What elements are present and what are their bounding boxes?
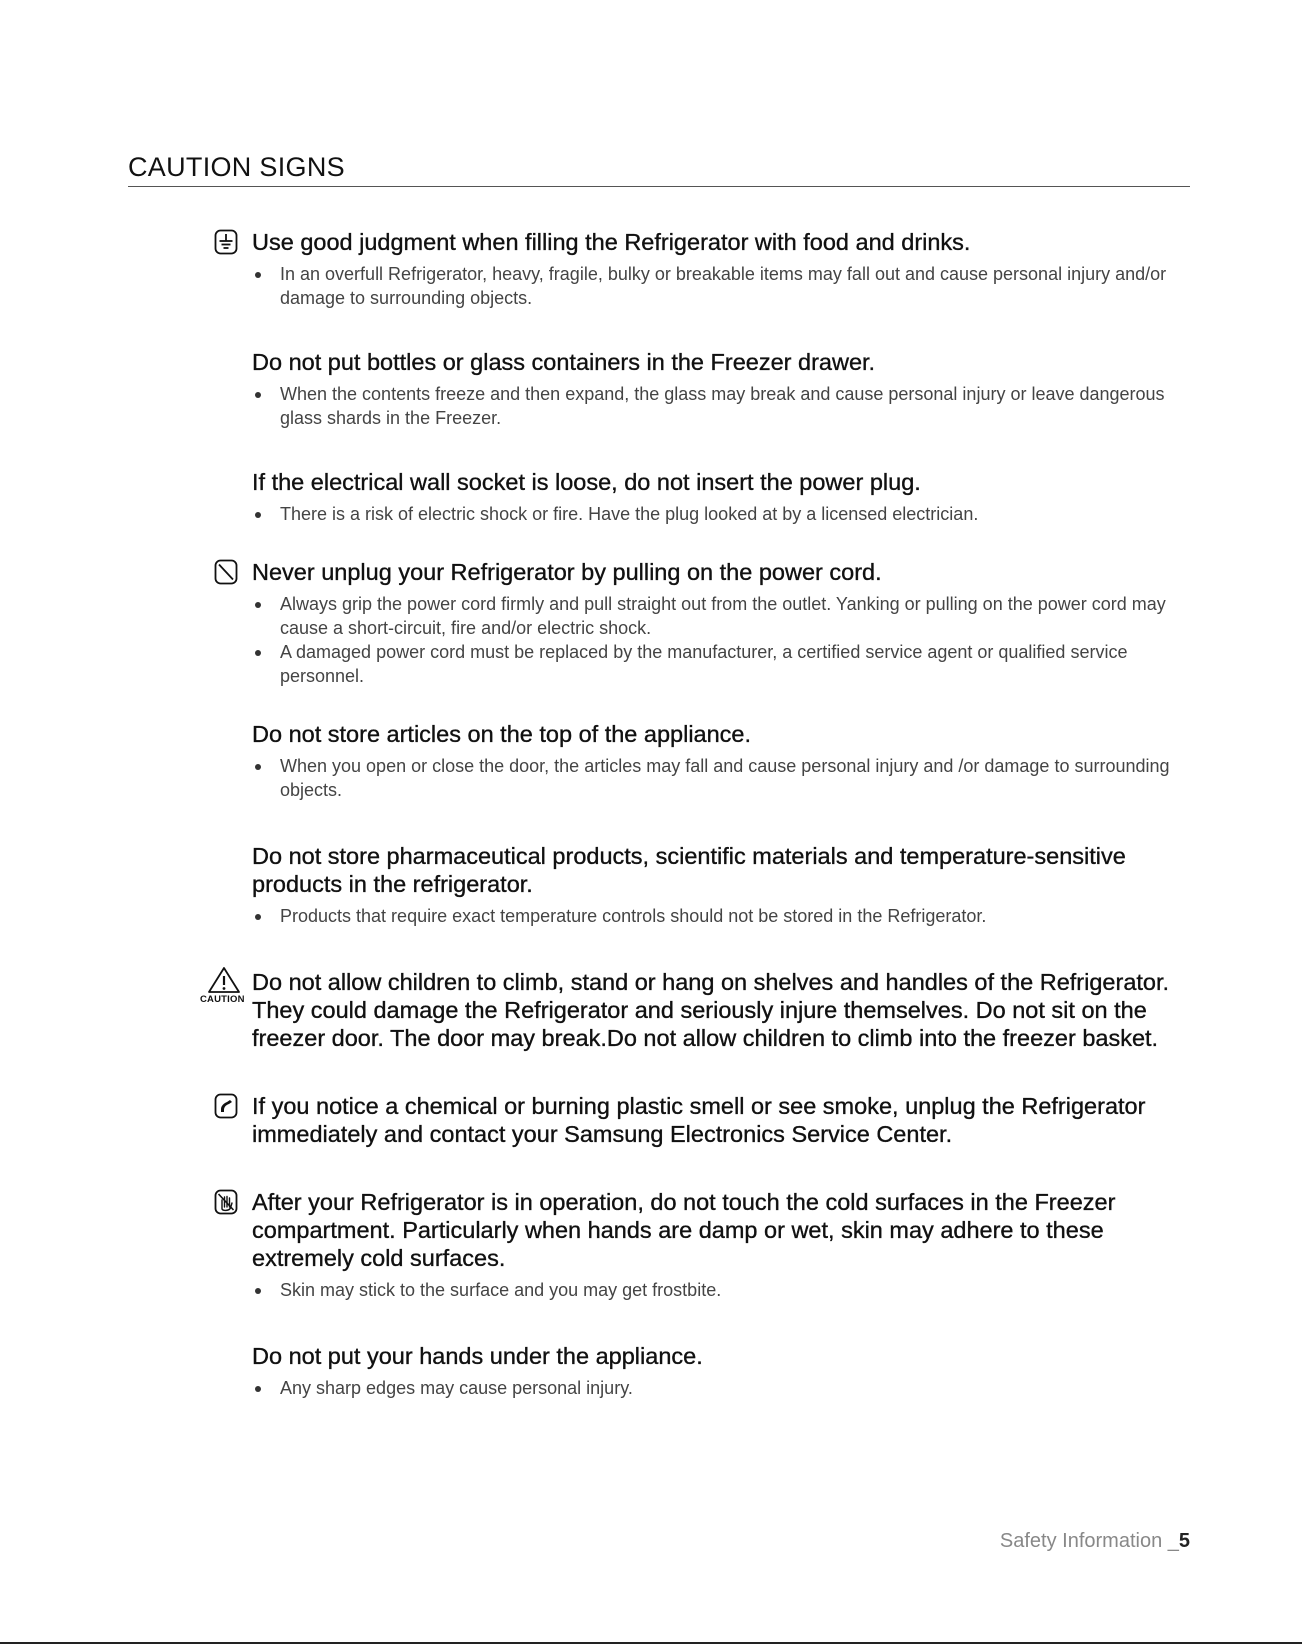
caution-item-top-storage [0, 720, 1302, 802]
page-number: 5 [1178, 1530, 1190, 1552]
caution-heading: Do not put your hands under the appliance. [252, 1343, 703, 1369]
caution-item-cold-surfaces [0, 1188, 1302, 1302]
caution-bullets [252, 502, 1198, 526]
caution-item-pharmaceuticals [0, 842, 1302, 928]
bullet-item: Any sharp edges may cause personal injury. [252, 1376, 1198, 1400]
caution-heading: Use good judgment when filling the Refrigerator with food and drinks. [252, 229, 971, 255]
caution-heading: Do not allow children to climb, stand or hang on shelves and handles of the Refrigerator. They could damage the Refrigerator and seriously injure themselves. Do not sit on the freezer door. The door may break.Do not allow children to climb into the freezer basket. [252, 969, 1170, 1051]
caution-heading: Do not store pharmaceutical products, scientific materials and temperature-sensitive products in the refrigerator. [252, 843, 1126, 897]
caution-item-overfill [0, 228, 1302, 310]
bullet-item: A damaged power cord must be replaced by the manufacturer, a certified service agent or qualified service personnel. [252, 640, 1198, 688]
caution-item-glass-containers [0, 348, 1302, 430]
page-footer [1000, 1530, 1190, 1553]
prohibition-icon [214, 559, 238, 585]
caution-heading: Do not store articles on the top of the appliance. [252, 721, 752, 747]
ground-symbol-icon [214, 229, 238, 255]
caution-triangle-icon [200, 966, 248, 1018]
bullet-item: When the contents freeze and then expand, the glass may break and cause personal injury or leave dangerous glass shards in the Freezer. [252, 382, 1198, 430]
section-title: CAUTION SIGNS [128, 152, 345, 182]
caution-item-burning-smell [0, 1092, 1302, 1148]
caution-heading: Do not put bottles or glass containers in the Freezer drawer. [252, 349, 876, 375]
caution-heading: If the electrical wall socket is loose, do not insert the power plug. [252, 469, 921, 495]
footer-section-name: Safety Information _ [999, 1530, 1179, 1552]
caution-bullets [252, 382, 1198, 430]
caution-item-children [0, 968, 1302, 1052]
caution-bullets [252, 1376, 1198, 1400]
caution-icon-label: CAUTION [200, 994, 245, 1005]
bullet-item: In an overfull Refrigerator, heavy, fragile, bulky or breakable items may fall out and cause personal injury and/or damage to surrounding objects. [252, 262, 1198, 310]
bottom-divider [0, 1642, 1302, 1644]
bullet-item: Always grip the power cord firmly and pull straight out from the outlet. Yanking or pulling on the power cord may cause a short-circuit, fire and/or electric shock. [252, 592, 1198, 640]
do-not-touch-hand-icon [214, 1189, 238, 1215]
bullet-item: There is a risk of electric shock or fire. Have the plug looked at by a licensed electrician. [252, 502, 1198, 526]
bullet-item: When you open or close the door, the articles may fall and cause personal injury and /or damage to surrounding objects. [252, 754, 1198, 802]
caution-heading: Never unplug your Refrigerator by pulling on the power cord. [252, 559, 882, 585]
caution-item-loose-socket [0, 468, 1302, 526]
caution-item-hands-under [0, 1342, 1302, 1400]
bullet-item: Products that require exact temperature controls should not be stored in the Refrigerator. [252, 904, 1198, 928]
caution-heading: After your Refrigerator is in operation, do not touch the cold surfaces in the Freezer compartment. Particularly when hands are damp or wet, skin may adhere to these extremely cold surfaces. [252, 1189, 1116, 1271]
unplug-call-icon [214, 1093, 238, 1119]
title-divider [128, 186, 1190, 187]
caution-heading: If you notice a chemical or burning plastic smell or see smoke, unplug the Refrigerator immediately and contact your Samsung Electronics Service Center. [252, 1093, 1146, 1147]
caution-list [0, 228, 1302, 1400]
caution-bullets [252, 592, 1198, 688]
caution-bullets [252, 262, 1198, 310]
caution-bullets [252, 904, 1198, 928]
caution-bullets [252, 1278, 1198, 1302]
caution-bullets [252, 754, 1198, 802]
bullet-item: Skin may stick to the surface and you may get frostbite. [252, 1278, 1198, 1302]
caution-item-power-cord [0, 558, 1302, 688]
